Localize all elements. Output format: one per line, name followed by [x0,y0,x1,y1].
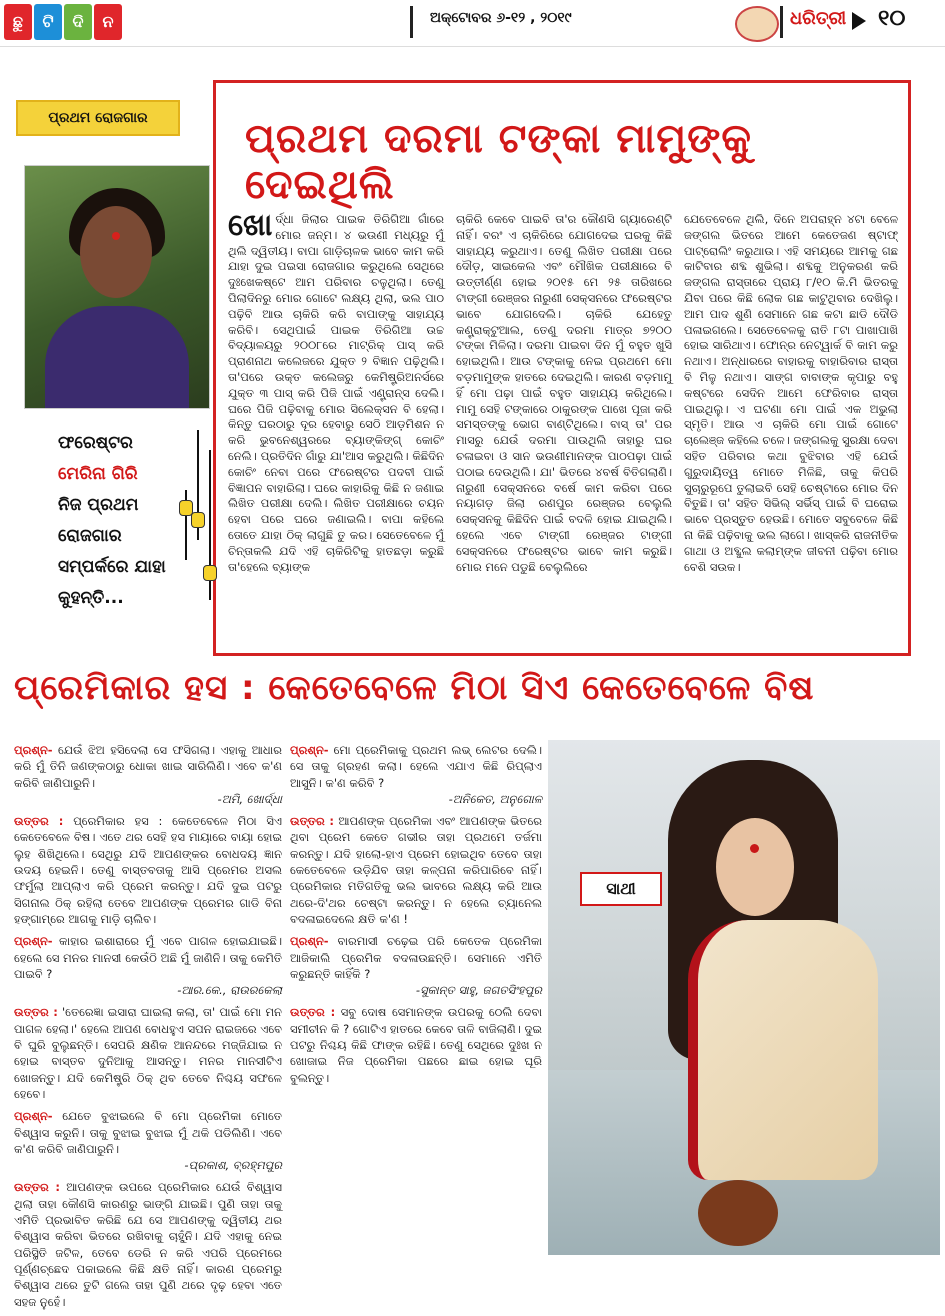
intro-line: କୁହନ୍ତି... [58,588,124,608]
answer [14,813,282,927]
question-text: ଯେଉଁ ଝିଅ ହସିଦେଲା ସେ ଫସିଗଲା। ଏହାକୁ ଆଧାର କରି ମୁଁ ତିନି ଜଣଙ୍କଠାରୁ ଧୋକା ଖାଇ ସାରିଲିଣି। ଏବେ କ'ଣ କରିବି ଜାଣିପାରୁନି। [14,743,283,790]
divider [410,6,413,38]
byline: -ଆର.କେ., ରାଉରକେଲା [177,983,282,998]
byline: -ଅନିକେତ, ଅନୁଗୋଳ [448,791,542,806]
question-label: ପ୍ରଶ୍ନ- [14,934,53,949]
answer-text: ଆପଣଙ୍କ ପ୍ରେମିକା ଏବଂ ଆପଣଙ୍କ ଭିତରେ ଥିବା ପ୍ରେମ କେତେ ଗଭୀର ତାହା ପ୍ରଥମେ ତର୍ଜମା କରନ୍ତୁ। ଯଦି ହାଲୋ-ହାଏ ପ୍ରେମ ହୋଇଥିବ ତେବେ ତାହା କେତେବେଳେ ଉଡ଼ିଯିବ ତାହା କଳ୍ପନା କରିପାରିବେ ନାହିଁ। ପ୍ରେମିକାର ମତିଗତିକୁ ଭଲ ଭାବରେ ଲକ୍ଷ୍ୟ କରି ଆଉ ଥରେ-ଦି'ଥର ଚେଷ୍ଟା କରନ୍ତୁ। ନ ହେଲେ ଚ୍ୟାନେଲ ବଦଳାଇଦେଲେ କ୍ଷତି କ'ଣ ! [290,814,542,926]
portrait-body [45,306,189,409]
section-label: ପ୍ରଥମ ରୋଜଗାର [16,100,180,136]
question [14,742,282,807]
deco-pill [191,512,205,528]
intro-line: ଫରେଷ୍ଟର [58,433,133,453]
byline: -ପ୍ରକାଶ, ବ୍ରହ୍ମପୁର [184,1158,282,1173]
brand-letter: ଛୁ [4,4,32,40]
divider [0,46,945,47]
question-label: ପ୍ରଶ୍ନ- [14,743,53,757]
question-text: କାହାର ଇଶାରାରେ ମୁଁ ଏବେ ପାଗଳ ହୋଇଯାଇଛି। ହେଲେ ସେ ମନର ମାନସୀ କେଉଁଠି ଅଛି ମୁଁ ଜାଣିନି। ତାକୁ କେମିତି ପାଇବି ? [14,934,283,981]
answer-label: ଉତ୍ତର : [14,1180,60,1195]
story-column-3: ଯେତେବେଳେ ଥିଲି, ଦିନେ ଅପରାହ୍ନ ୪ଟା ବେଳେ ଜଙ୍ଗଲ ଭିତରେ ଆମେ କେତେଜଣ ଷ୍ଟାଫ୍ ପାଟ୍ରୋଲିଂ କରୁଥାଉ। ଏହି ସମୟରେ ଆମକୁ ଗଛ କାଟିବାର ଶବ୍ଦ ଶୁଭିଲା। ଶବ୍ଦକୁ ଅନୁକରଣ କରି ଜଙ୍ଗଲ ରାସ୍ତାରେ ପ୍ରାୟ ୮/୧୦ କି.ମି ଭିତରକୁ ଯିବା ପରେ କିଛି ଲୋକ ଗଛ କାଟୁଥିବାର ଦେଖିଲୁ। ଆମ ପାଦ ଶୁଣି ସେମାନେ ଗଛ କଟା ଛାଡି ଦୌଡି ପଳାଇଗଲେ। ସେତେବେଳକୁ ରାତି ୮ଟା ପାଖାପାଖି ହୋଇ ସାରିଥାଏ। ଫୋନ୍‌ର ନେଟ୍‌ୱାର୍କ ବି କାମ କରୁ ନଥାଏ। ଅନ୍ଧାରରେ ବାହାରକୁ ବାହାରିବାର ରାସ୍ତା ବି ମିଳୁ ନଥାଏ। ସାଙ୍ଗ ବାବାଙ୍କ କୃପାରୁ ବହୁ କଷ୍ଟରେ ସେଦିନ ଆମେ ଫେରିବାର ରାସ୍ତା ପାଇଥିଲୁ। ଏ ଘଟଣା ମୋ ପାଇଁ ଏକ ଅଭୁଲା ସ୍ମୃତି। ଆଉ ଏ ଚାକିରି ମୋ ପାଇଁ ଗୋଟେ ଚାଲେଞ୍ଜ କହିଲେ ଚଳେ। ଜଙ୍ଗଲକୁ ସୁରକ୍ଷା ଦେବା ସହିତ ପରିବାର କଥା ବୁଝିବାର ଏହି ଯେଉଁ ଗୁରୁଦାୟିତ୍ୱ ମୋତେ ମିଳିଛି, ତାକୁ କିପରି ସୁଚାରୁରୂପେ ତୁଲାଇବି ସେହି ଚେଷ୍ଟାରେ ମୋର ଦିନ ବିତୁଛି। ତା' ସହିତ ସିଭିଲ୍ ସର୍ଭିସ୍ ପାଇଁ ବି ଘରୋଇ ଭାବେ ପ୍ରସ୍ତୁତ ହେଉଛି। ମୋତେ ସବୁବେଳେ କିଛି ନା କିଛି ପଢ଼ିବାକୁ ଭଲ ଲାଗେ। ଖାସ୍‌କରି ରାଜନୀତିକ ଗାଥା ଓ ଅବ୍ଦୁଲ କଲାମ୍‌ଙ୍କ ଜୀବନୀ ପଢ଼ିବା ମୋର ବେଶି ସଉକ। [684,212,898,574]
brand-letter: ଟି [34,4,62,40]
answer-text: ଆପଣଙ୍କ ଉପରେ ପ୍ରେମିକାର ଯେଉଁ ବିଶ୍ୱାସ ଥିଲା ତାହା କୌଣସି କାରଣରୁ ଭାଙ୍ଗି ଯାଇଛି। ପୁଣି ତାହା ତାକୁ ଏମିତି ପ୍ରଭାବିତ କରିଛି ଯେ ସେ ଆପଣଙ୍କୁ ଦ୍ୱିତୀୟ ଥର ବିଶ୍ୱାସ କରିବା ଭିତରେ ରଖିବାକୁ ଚାହୁଁନି। ଯଦି ଏହାକୁ ନେଇ ପରିସ୍ଥିତି ଜଟିଳ, ତେବେ ଡେରି ନ କରି ଏପରି ପ୍ରେମରେ ପୂର୍ଣ୍ଣଚ୍ଛେଦ ପକାଇଲେ କିଛି କ୍ଷତି ନାହିଁ। କାରଣ ପ୍ରେମରୁ ବିଶ୍ୱାସ ଥରେ ତୁଟି ଗଲେ ତାହା ପୁଣି ଥରେ ଦୃଢ଼ ହେବା ଏତେ ସହଜ ନୁହେଁ। [14,1180,282,1309]
story-intro [58,428,188,614]
story-headline: ପ୍ରେମିକାର ହସ : କେତେବେଳେ ମିଠା ସିଏ କେତେବେଳେ ବିଷ [14,668,815,708]
intro-line: ସମ୍ପର୍କରେ ଯାହା [58,557,166,577]
answer-text: ସବୁ ଦୋଷ ସେମାନଙ୍କ ଉପରକୁ ଠେଲି ଦେବା ସମୀଚୀନ କି ? ଗୋଟିଏ ହାତରେ କେବେ ତାଳି ବାଜିଲାଣି। ଦୁଇ ପଟରୁ ନିଶ୍ଚୟ କିଛି ଫାଙ୍କ ରହିଛି। ତେଣୁ ସେଥିରେ ଦୁଃଖ ନ ଖୋଜାଇ ନିଜ ପ୍ରେମିକା ପଛରେ ଛାଇ ହୋଇ ଘୂରି ବୁଲନ୍ତୁ। [290,1005,542,1085]
deco-pill [203,565,217,581]
person-name: ମେରିନା ଗିରି [58,464,138,484]
answer [14,1004,282,1102]
column-text: ର୍ଦ୍ଧା ଜିଲାର ପାଇକ ତିରିଗିଆ ଗାଁରେ ମୋର ଜନ୍ମ। ୪ ଭଉଣୀ ମଧ୍ୟରୁ ମୁଁ ଥିଲି ଦ୍ୱିତୀୟ। ବାପା ଗାଡ଼ିଚାଳକ ଭାବେ କାମ କରି ଯାହା ଦୁଇ ପଇସା ରୋଜଗାର କରୁଥିଲେ ସେଥିରେ ଦୁଃଖେକଷ୍ଟେ ଆମ ପରିବାର ଚଳୁଥିଲା। ତେଣୁ ପିଲାଦିନରୁ ମୋର ଗୋଟେ ଲକ୍ଷ୍ୟ ଥିଲା, ଭଲ ପାଠ ପଢ଼ିବି ଆଉ ଚାକିରି କରି ବାପାଙ୍କୁ ସାହାଯ୍ୟ କରିବି। ସେଥିପାଇଁ ପାଇକ ତିରିଗିଆ ଉଚ୍ଚ ବିଦ୍ୟାଳୟରୁ ୨୦୦୮ରେ ମାଟ୍ରିକ୍ ପାସ୍ କରି ପ୍ରାଣନାଥ କଲେଜରେ ଯୁକ୍ତ ୨ ବିଜ୍ଞାନ ପଢ଼ିଥିଲି। ତା'ପରେ ଉକ୍ତ କଲେଜରୁ କେମିଷ୍ଟ୍ରିଅନର୍ସରେ ଯୁକ୍ତ ୩ ପାସ୍ କରି ପିଜି ପାଇଁ ଏଣ୍ଟ୍ରାନ୍ସ ଦେଲି। ଘରେ ପିଜି ପଢ଼ିବାକୁ ମୋର ସିଲେକ୍ସନ ବି ହେଲା। କିନ୍ତୁ ଘରଠାରୁ ଦୂର ହେବାରୁ ସେଠି ଆଡ଼ମିଶନ ନ କରି ଭୁବନେଶ୍ୱରରେ ବ୍ୟାଙ୍କିଙ୍ଗ୍ କୋଚିଂ ନେଲି। ପ୍ରତିଦିନ ଗାଁରୁ ଯା'ଆସ କରୁଥିଲି। କିଛିଦିନ କୋଚିଂ ନେବା ପରେ ଫରେଷ୍ଟର ପଦବୀ ପାଇଁ ବିଜ୍ଞାପନ ବାହାରିଲା। ଘରେ କାହାରିକୁ କିଛି ନ ଜଣାଇ ଲିଖିତ ପରୀକ୍ଷା ଦେଲି। ଲିଖିତ ପରୀକ୍ଷାରେ ଚୟନ ହେବା ପରେ ଘରେ ଜଣାଇଲି। ବାପା କହିଲେ ତୋତେ ଯାହା ଠିକ୍ ଲାଗୁଛି ତୁ କର। ସେତେବେଳେ ମୁଁ ଚିନ୍ତାକଲି ଯଦି ଏହି ଚାକିରିଟିକୁ ହାତଛଡ଼ା କରୁଛି ତା'ହେଲେ ବ୍ୟାଙ୍କ [228,212,444,574]
qa-column-2 [290,742,542,1092]
answer [290,813,542,927]
answer-label: ଉତ୍ତର : [290,814,334,829]
answer-label: ଉତ୍ତର : [14,814,64,829]
page-number: ୧୦ [878,6,906,31]
durga-logo-icon [735,6,779,42]
answer-text: ପ୍ରେମିକାର ହସ : କେତେବେଳେ ମିଠା ସିଏ କେତେବେଳେ ବିଷ। ଏତେ ଥର ସେହି ହସ ମାୟାରେ ବାୟା ହୋଇ ଲୁହ ଶିଖିଥିଲେ। ସେଥିରୁ ଯଦି ଆପଣଙ୍କର ବୋଧଦୟ ଜ୍ଞାନ ଉଦୟ ହେଇନି। ତେଣୁ ବାସ୍ତବତାକୁ ଆସି ପ୍ରେମର ଅସଲ ଫର୍ମୁଲା ଆପ୍ଲାଏ କରି ପ୍ରେମ କରନ୍ତୁ। ଯଦି ଦୁଇ ପଟରୁ ସିଗନାଲ ଠିକ୍ ରହିଲା ତେବେ ଆପଣଙ୍କ ପ୍ରେମର ଗାଡି ବିନା ହଙ୍ଗାମ୍ରେ ଆଗକୁ ମାଡ଼ି ଚାଲିବ। [14,814,283,926]
question [14,933,282,998]
question-label: ପ୍ରଶ୍ନ- [290,934,329,949]
figure-saree [688,920,878,1180]
newspaper-logo: ଧରିତ୍ରୀ [790,8,847,29]
intro-line: ନିଜ ପ୍ରଥମ [58,495,139,515]
qa-column-1 [14,742,282,1316]
intro-line: ରୋଜଗାର [58,526,122,546]
question-text: ମୋ ପ୍ରେମିକାକୁ ପ୍ରଥମ ଲଭ୍ ଲେଟର ଦେଲି। ସେ ତାକୁ ଗ୍ରହଣ କଲା। ହେଲେ ଏଯାଏ କିଛି ରିପ୍ଲାଏ ଆସୁନି। କ'ଣ କରିବି ? [290,743,542,790]
divider [780,6,783,38]
question [290,933,542,998]
bindi-icon [112,232,120,240]
brand-letter: ନ [94,4,122,40]
answer-text: 'ତେରେଜ୍ଞା ଇସାରା ଘାଇଲା କଲା, ତା' ପାଇଁ ମୋ ମନ ପାଗଳ ହେଲା।' ହେଲେ ଆପଣ ବୋଧହୁଏ ସପନ ରାଇଜରେ ଏବେ ବି ଘୁରି ବୁଲୁଛନ୍ତି। ସେପରି କ୍ଷଣିକ ଆନନ୍ଦରେ ମଜ୍ଜିଯାଇ ନ ହୋଇ ବାସ୍ତବ ଦୁନିଆକୁ ଆସନ୍ତୁ। ମନର ମାନସୀଟିଏ ଖୋଜନ୍ତୁ। ଯଦି କେମିଷ୍ଟ୍ରି ଠିକ୍ ଥିବ ତେବେ ନିଶ୍ଚୟ ସଫଳେ ହେବେ। [14,1005,282,1101]
play-icon [852,12,866,30]
answer [290,1004,542,1085]
question [290,742,542,807]
byline: -ସୁକାନ୍ତ ସାହୁ, ଜଗତସିଂହପୁର [415,983,542,998]
portrait-face [80,206,152,298]
question [14,1108,282,1173]
byline: -ଅମି, ଖୋର୍ଦ୍ଧା [217,791,282,806]
woman-river-photo [548,740,940,1255]
answer [14,1179,282,1309]
figure-face [716,818,794,916]
question-label: ପ୍ରଶ୍ନ- [14,1109,53,1124]
page-header [0,0,945,44]
question-text: ଯେତେ ବୁଝାଇଲେ ବି ମୋ ପ୍ରେମିକା ମୋତେ ବିଶ୍ୱାସ କରୁନି। ତାକୁ ବୁଝାଇ ବୁଝାଇ ମୁଁ ଥକି ପଡିଲିଣି। ଏବେ କ'ଣ କରିବି ଜାଣିପାରୁନି। [14,1109,282,1156]
story-column-2: ଚାକିରି କେବେ ପାଇବି ତା'ର କୌଣସି ଗ୍ୟାରେଣ୍ଟି ନାହିଁ। ବରଂ ଏ ଚାକିରିରେ ଯୋଗଦେଇ ଘରକୁ କିଛି ସାହାଯ୍ୟ କରୁଥାଏ। ତେଣୁ ଲିଖିତ ପରୀକ୍ଷା ପରେ ଦୌଡ଼, ସାଇକେଲ ଏବଂ ମୌଖିକ ପରୀକ୍ଷାରେ ବି ଉତ୍ତୀର୍ଣ୍ଣ ହୋଇ ୨୦୧୫ ମେ ୨୫ ତାରିଖରେ ଟାଙ୍ଗୀ ରେଞ୍ଜର ନାରୁଣୀ ସେକ୍ସନରେ ଫରେଷ୍ଟର ଭାବେ ଯୋଗଦେଲି। ଚାକିରି ଯେହେତୁ କଣ୍ଟ୍ରାକ୍ଟୁଆଲ, ତେଣୁ ଦରମା ମାତ୍ର ୭୨୦୦ ଟଙ୍କା ମିଳିଲା। ଦରମା ପାଇବା ଦିନ ମୁଁ ବହୁତ ଖୁସି ହୋଇଥିଲି। ଆଉ ଟଙ୍କାକୁ ନେଇ ପ୍ରଥମେ ମୋ ବଡ଼ମାମୁଙ୍କ ହାତରେ ଦେଇଥିଲି। କାରଣ ବଡ଼ମାମୁ ହିଁ ମୋ ପଢ଼ା ପାଇଁ ବହୁତ ସାହାଯ୍ୟ କରିଥିଲେ। ମାମୁ ସେହି ଟଙ୍କାରେ ଠାକୁରଙ୍କ ପାଖେ ପୂଜା କରି ସମସ୍ତଙ୍କୁ ଭୋଗ ବାଣ୍ଟିଥିଲେ। ବାସ୍ ତା' ପର ମାସରୁ ଯେଉଁ ଦରମା ପାଉଥିଲି ତାହାରୁ ଘର ଚଳାଇବା ଓ ସାନ ଭଉଣୀମାନଙ୍କ ପାଠପଢ଼ା ପାଇଁ ପଠାଇ ଦେଉଥିଲି। ଯା' ଭିତରେ ୪ବର୍ଷ ବିତିଗଲାଣି। ନାରୁଣୀ ସେକ୍ସନରେ ବର୍ଷେ କାମ କରିବା ପରେ ନୟାଗଡ଼ ଜିଲା ରଣପୁର ରେଞ୍ଜର ବେଲୁଲି ସେକ୍ସନକୁ କିଛିଦିନ ପାଇଁ ବଦଳି ହୋଇ ଯାଇଥିଲି। ହେଲେ ଏବେ ଟାଙ୍ଗୀ ରେଞ୍ଜର ଟାଙ୍ଗୀ ସେକ୍ସନରେ ଫରେଷ୍ଟର ଭାବେ କାମ କରୁଛି। ମୋର ମନେ ପଡୁଛି ବେଲୁଲିରେ [456,212,672,574]
answer-label: ଉତ୍ତର : [14,1005,58,1020]
clay-pot [698,1180,778,1246]
question-label: ପ୍ରଶ୍ନ- [290,743,329,757]
brand-letter: ଦି [64,4,92,40]
decorative-bars [175,430,219,600]
issue-date: ଅକ୍ଟୋବର ୬-୧୨ , ୨୦୧୯ [430,10,572,26]
section-brand [4,4,122,40]
answer-label: ଉତ୍ତର : [290,1005,336,1020]
story-headline: ପ୍ରଥମ ଦରମା ଟଙ୍କା ମାମୁଙ୍କୁ ଦେଇଥିଲି [245,116,752,208]
bindi-icon [750,844,759,853]
portrait-photo [24,165,210,409]
question-text: ବାରମାସୀ ଚଢ଼େଇ ପରି କେତେକ ପ୍ରେମିକା ଆଜିକାଲି ପ୍ରେମିକ ବଦଳାଉଛନ୍ତି। ସେମାନେ ଏମିତି କରୁଛନ୍ତି କାହିଁକି ? [290,934,543,981]
story-column-1 [228,208,444,575]
drop-cap: ଖୋ [228,208,273,243]
image-tag: ସାଥୀ [580,872,662,906]
